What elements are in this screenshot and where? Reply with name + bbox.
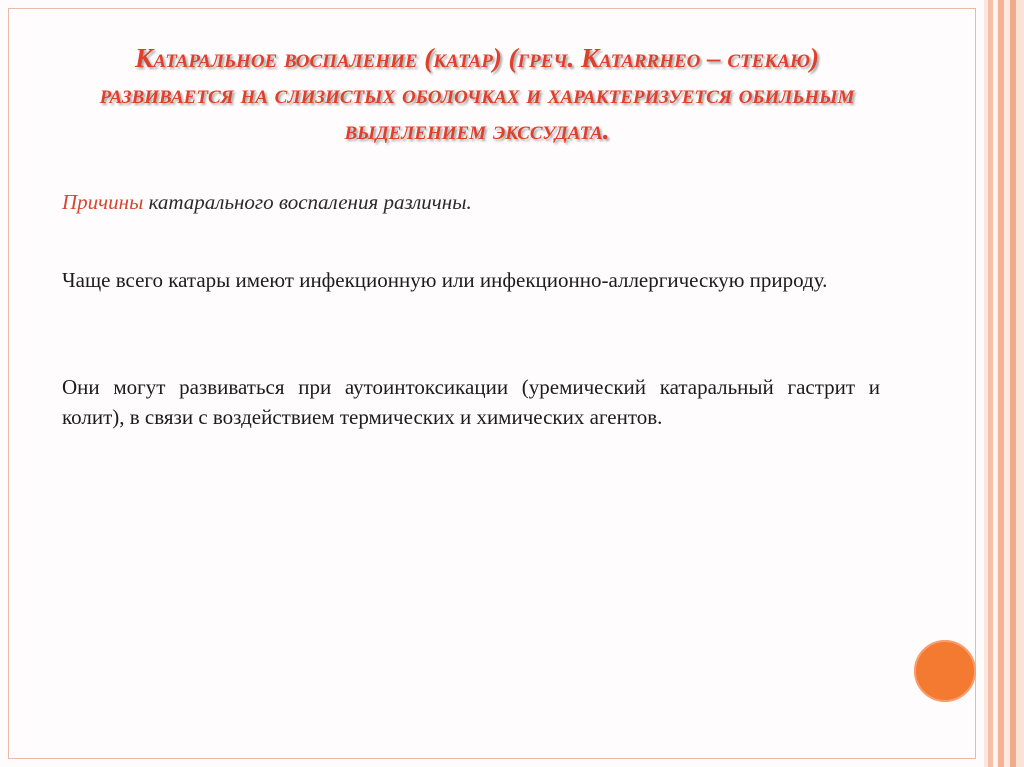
paragraph-development: Они могут развиваться при аутоинтоксикации (уремический катаральный гастрит и колит), в связи с воздействием термических и химических агентов.	[62, 375, 880, 429]
causes-rest: катарального воспаления различны.	[143, 190, 472, 214]
causes-accent: Причины	[62, 190, 144, 214]
slide-title: Катаральное воспаление (катар) (греч. Katarrheo – стекаю) развивается на слизистых оболочках и характеризуется обильным выделением экссудата.	[99, 43, 855, 145]
decorative-circle	[914, 640, 976, 702]
paragraph-causes	[62, 187, 880, 217]
decorative-stripes	[984, 0, 1024, 767]
paragraph-nature: Чаще всего катары имеют инфекционную или инфекционно-аллергическую природу.	[62, 268, 828, 292]
